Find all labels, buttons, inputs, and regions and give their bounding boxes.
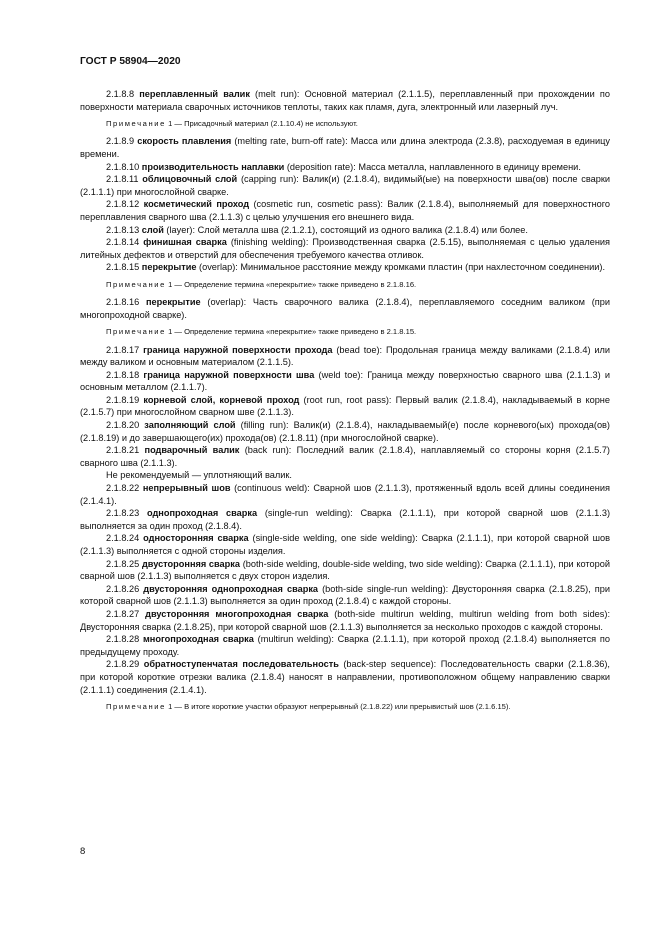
term-definition: (weld toe): Граница между поверхностью сварного шва (2.1.1.3) и основным металлом (2.1.1.7). <box>80 369 610 393</box>
term-definition: (continuous weld): Сварной шов (2.1.1.3), протяженный вдоль всей длины соединения (2.1.4.1). <box>80 483 610 506</box>
term-entry <box>80 198 610 223</box>
entry-number: 2.1.8.28 <box>106 634 140 645</box>
term-name: обратноступенчатая последовательность <box>143 659 339 670</box>
term-entry <box>80 507 610 532</box>
term-definition: (overlap): Часть сварочного валика (2.1.8.4), переплавляемого соседним валиком (при многопроходной сварке). <box>80 297 610 320</box>
entry-number: 2.1.8.26 <box>106 583 140 594</box>
term-name: производительность наплавки <box>141 161 285 172</box>
entry-number: 2.1.8.19 <box>106 394 140 405</box>
term-entry <box>80 419 610 444</box>
term-entry <box>80 135 610 160</box>
term-definition: (melting rate, burn-off rate): Масса или длина электрода (2.3.8), расходуемая в единицу времени. <box>80 136 610 159</box>
term-name: финишная сварка <box>143 237 227 248</box>
term-definition: (cosmetic run, cosmetic pass): Валик (2.1.8.4), выполняемый для поверхностного переплавления сварного шва (2.1.1.3) с целью улучшения его внешнего вида. <box>80 199 611 222</box>
note-text: 1 — Определение термина «перекрытие» также приведено в 2.1.8.16. <box>165 279 417 289</box>
note-label: Примечание <box>106 279 166 289</box>
entry-number: 2.1.8.25 <box>106 558 140 569</box>
note-text: 1 — В итоге короткие участки образуют непрерывный (2.1.8.22) или прерывистый шов (2.1.6.15). <box>165 702 511 712</box>
note-label: Примечание <box>106 327 166 337</box>
term-entry <box>80 173 610 198</box>
term-entry <box>80 583 610 608</box>
entry-number: 2.1.8.11 <box>106 174 139 185</box>
term-entry <box>80 482 610 507</box>
page-number: 8 <box>80 846 86 857</box>
term-definition: (multirun welding): Сварка (2.1.1.1), при которой проход (2.1.8.4) выполняется по предыдущему проходу. <box>80 634 610 657</box>
term-name: граница наружной поверхности шва <box>143 369 315 380</box>
term-entry <box>80 608 610 633</box>
entry-number: 2.1.8.10 <box>106 161 140 172</box>
entry-number: 2.1.8.22 <box>106 483 140 494</box>
entry-number: 2.1.8.23 <box>106 508 140 519</box>
term-name: односторонняя сварка <box>143 533 249 544</box>
term-name: подварочный валик <box>144 445 240 456</box>
term-entry <box>80 88 610 113</box>
entry-number: 2.1.8.18 <box>106 369 140 380</box>
term-name: облицовочный слой <box>142 174 238 185</box>
term-definition: (root run, root pass): Первый валик (2.1.8.4), накладываемый в корне (2.1.5.7) при многослойном сварном шве (2.1.1.3). <box>80 394 610 418</box>
entry-number: 2.1.8.9 <box>106 136 135 147</box>
term-definition: (back run): Последний валик (2.1.8.4), наплавляемый со стороны корня (2.1.5.7) сварного шва (2.1.1.3). <box>80 445 610 468</box>
term-entry <box>80 161 610 174</box>
plain-text: Не рекомендуемый — уплотняющий валик. <box>106 470 292 481</box>
note-text: 1 — Определение термина «перекрытие» также приведено в 2.1.8.15. <box>165 327 417 337</box>
term-name: косметический проход <box>143 199 250 210</box>
note-label: Примечание <box>106 119 166 129</box>
term-name: заполняющий слой <box>144 420 236 431</box>
entry-number: 2.1.8.27 <box>106 608 140 619</box>
term-name: многопроходная сварка <box>143 634 254 645</box>
term-definition: (bead toe): Продольная граница между валиками (2.1.8.4) или между валиком и основным материалом (2.1.1.5). <box>80 344 610 368</box>
note <box>80 701 610 712</box>
term-definition: (deposition rate): Масса металла, наплавленного в единицу времени. <box>284 161 581 172</box>
entry-number: 2.1.8.17 <box>106 344 140 355</box>
term-entry <box>80 236 610 261</box>
entry-number: 2.1.8.21 <box>106 445 140 456</box>
term-definition: (back-step sequence): Последовательность сварки (2.1.8.36), при которой короткие отрезки валика (2.1.8.4) наносят в направлении, противоположном общему направлению сварки (2.1.1.1) соединения (2.1.4.1). <box>80 659 610 695</box>
term-list <box>80 88 610 712</box>
note-text: 1 — Присадочный материал (2.1.10.4) не используют. <box>165 119 358 129</box>
term-entry <box>80 633 610 658</box>
entry-number: 2.1.8.13 <box>106 224 140 235</box>
term-name: непрерывный шов <box>142 483 231 494</box>
note <box>80 326 610 337</box>
term-definition: (both-side multirun welding, multirun welding from both sides): Двусторонняя сварка (2.1.8.25), при которой сварной шов (2.1.1.3) выполняется за несколько проходов с каждой стороны. <box>80 608 610 632</box>
term-entry <box>80 394 610 419</box>
entry-number: 2.1.8.24 <box>106 533 140 544</box>
term-name: слой <box>141 224 164 235</box>
term-entry <box>80 369 610 394</box>
term-definition: (both-side single-run welding): Двусторонняя сварка (2.1.8.25), при которой сварной шов (2.1.1.3) выполняется за один проход (2.1.8.4) с каждой стороны. <box>80 583 610 607</box>
standard-header: ГОСТ Р 58904—2020 <box>80 56 181 67</box>
term-name: двусторонняя сварка <box>141 558 240 569</box>
term-entry <box>80 261 610 274</box>
term-name: граница наружной поверхности прохода <box>143 344 333 355</box>
note <box>80 279 610 290</box>
term-name: перекрытие <box>145 297 201 308</box>
term-name: корневой слой, корневой проход <box>143 394 300 405</box>
term-definition: (layer): Слой металла шва (2.1.2.1), состоящий из одного валика (2.1.8.4) или более. <box>163 224 528 235</box>
entry-number: 2.1.8.14 <box>106 237 140 248</box>
term-definition: (filling run): Валик(и) (2.1.8.4), накладываемый(е) после корневого(ых) прохода(ов) (2.1.8.19) и до завершающего(их) прохода(ов) (2.1.8.11) (при многослойной сварке). <box>80 420 610 443</box>
entry-number: 2.1.8.29 <box>106 659 140 670</box>
term-name: скорость плавления <box>137 136 232 147</box>
term-definition: (overlap): Минимальное расстояние между кромками пластин (при нахлесточном соединении). <box>196 262 606 273</box>
term-definition: (single-side welding, one side welding): Сварка (2.1.1.1), при которой сварной шов (2.1.1.3) выполняется с одной стороны изделия. <box>80 533 610 557</box>
entry-number: 2.1.8.12 <box>106 199 140 210</box>
term-definition: (single-run welding): Сварка (2.1.1.1), при которой сварной шов (2.1.1.3) выполняется за один проход (2.1.8.4). <box>80 508 611 531</box>
term-entry <box>80 444 610 469</box>
term-entry <box>80 344 610 369</box>
term-entry <box>80 224 610 237</box>
term-entry <box>80 296 610 321</box>
term-definition: (finishing welding): Производственная сварка (2.5.15), выполняемая с целью удаления литейных дефектов и отверстий для обеспечения требуемого качества отливок. <box>80 237 611 260</box>
term-name: переплавленный валик <box>139 89 250 99</box>
term-definition: (melt run): Основной материал (2.1.1.5), переплавленный при прохождении по поверхности материала сварочных источников теплоты, таких как пламя, дуга, электронный или лазерный луч. <box>80 89 611 112</box>
term-name: двусторонняя однопроходная сварка <box>143 583 319 594</box>
term-definition: (both-side welding, double-side welding, two side welding): Сварка (2.1.1.1), при которой сварной шов (2.1.1.3) выполняется с двух сторон изделия. <box>80 558 610 582</box>
plain-line <box>80 469 610 482</box>
entry-number: 2.1.8.15 <box>106 262 140 273</box>
term-entry <box>80 658 610 696</box>
term-entry <box>80 558 610 583</box>
note-label: Примечание <box>106 702 166 712</box>
note <box>80 118 610 129</box>
entry-number: 2.1.8.16 <box>106 297 140 308</box>
entry-number: 2.1.8.8 <box>106 89 135 99</box>
entry-number: 2.1.8.20 <box>106 420 140 431</box>
term-name: однопроходная сварка <box>146 508 258 519</box>
term-entry <box>80 532 610 557</box>
term-name: двусторонняя многопроходная сварка <box>145 608 329 619</box>
term-definition: (capping run): Валик(и) (2.1.8.4), видимый(ые) на поверхности шва(ов) после сварки (2.1.1.1) при многослойной сварке. <box>80 174 611 197</box>
term-name: перекрытие <box>141 262 197 273</box>
